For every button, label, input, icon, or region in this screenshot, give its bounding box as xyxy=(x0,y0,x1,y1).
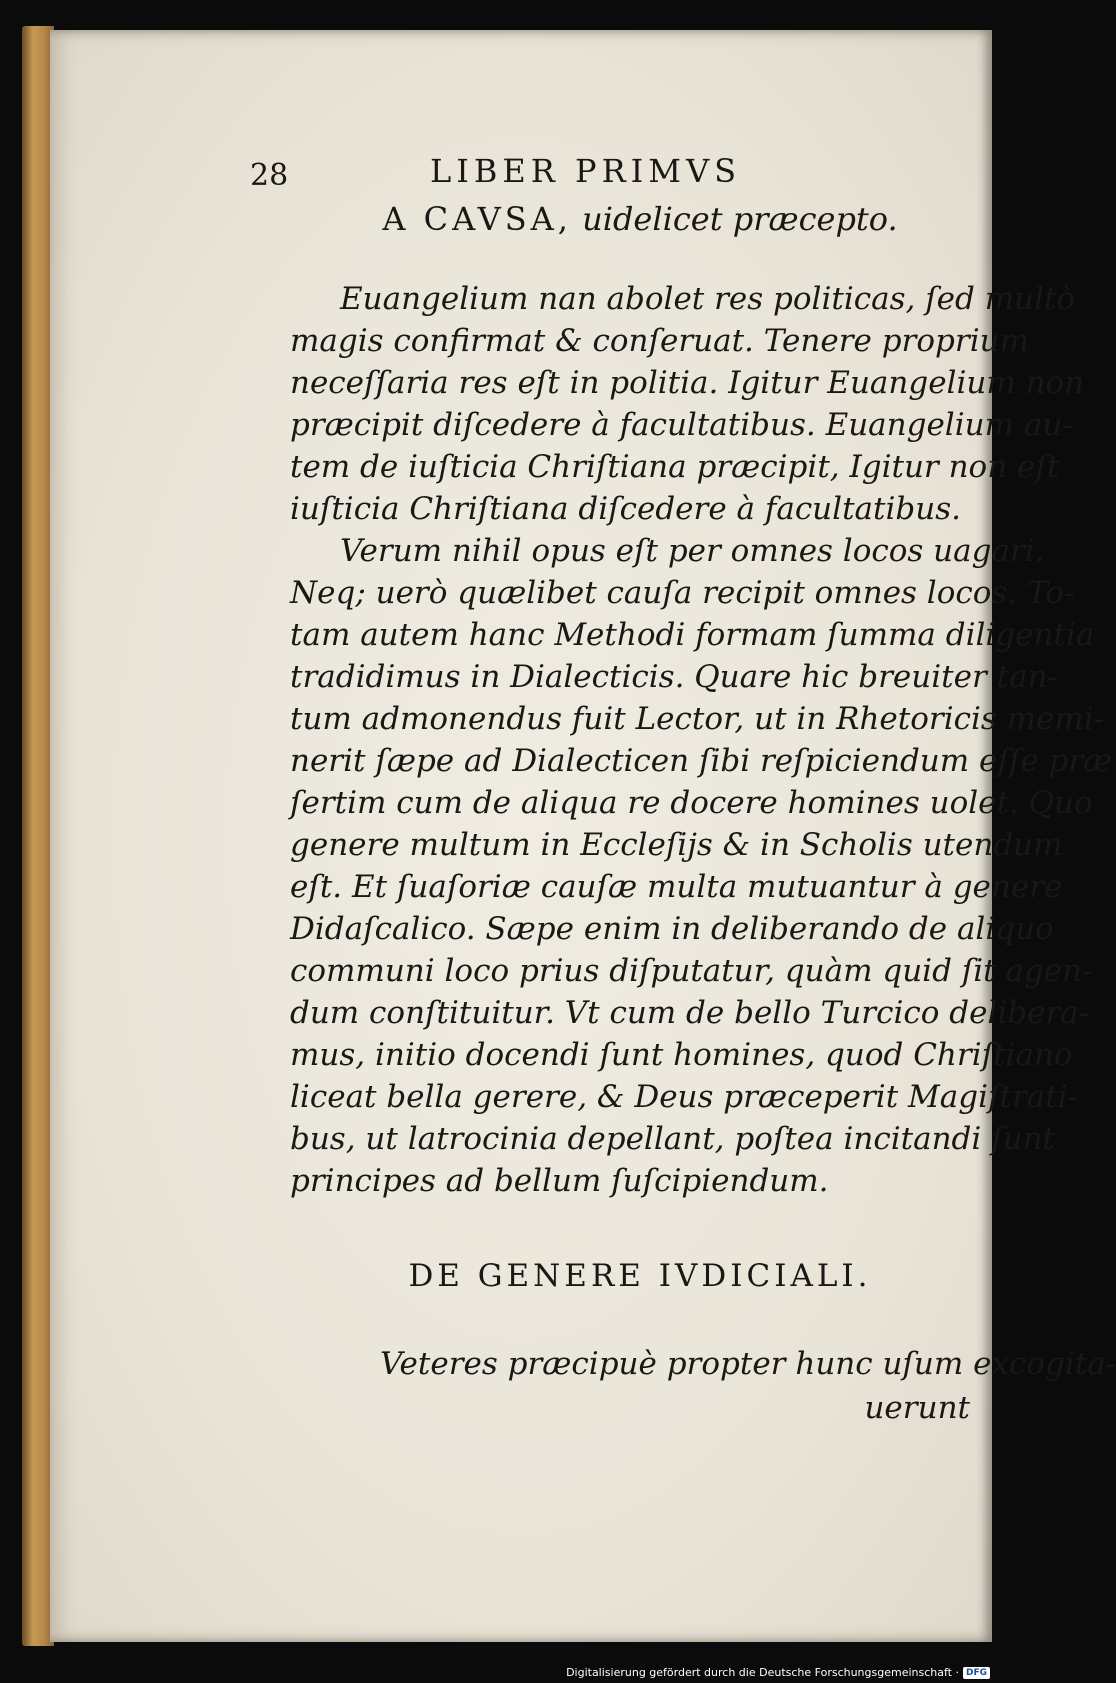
text-line: tam autem hanc Methodi formam ſumma diligentia xyxy=(290,617,1095,653)
text-line: tum admonendus fuit Lector, ut in Rhetoricis memi- xyxy=(290,701,1105,737)
text-line: tradidimus in Dialecticis. Quare hic breuiter tan- xyxy=(290,659,1058,695)
section-first-line: Veteres præcipuè propter hunc uſum excogita- xyxy=(380,1346,1116,1382)
text-line: eſt. Et ſuaſoriæ cauſæ multa mutuantur à genere xyxy=(290,869,1063,905)
digitization-credit xyxy=(566,1666,990,1679)
text-line: mus, initio docendi ſunt homines, quod Chriſtiano xyxy=(290,1037,1073,1073)
text-line: nerit ſæpe ad Dialecticen ſibi reſpiciendum eſſe præ xyxy=(290,743,1113,779)
subheading xyxy=(250,200,950,238)
text-line: neceſſaria res eſt in politia. Igitur Euangelium non xyxy=(290,365,1085,401)
text-line: magis confirmat & conſeruat. Tenere proprium xyxy=(290,323,1029,359)
catchword: uerunt xyxy=(864,1390,970,1426)
text-line: iuſticia Chriſtiana diſcedere à facultatibus. xyxy=(290,491,961,527)
page-number: 28 xyxy=(250,158,289,193)
paragraph-2 xyxy=(290,530,1113,1202)
subheading-caps: A CAVSA, xyxy=(382,200,572,238)
running-title: LIBER PRIMVS xyxy=(430,152,742,190)
text-line: liceat bella gerere, & Deus præceperit Magiſtrati- xyxy=(290,1079,1079,1115)
book-page xyxy=(50,30,1116,1642)
text-line: bus, ut latrocinia depellant, poſtea incitandi ſunt xyxy=(290,1121,1056,1157)
section-heading: DE GENERE IVDICIALI. xyxy=(408,1258,872,1294)
credit-text: Digitalisierung gefördert durch die Deutsche Forschungsgemeinschaft · xyxy=(566,1666,959,1679)
text-line: Didaſcalico. Sæpe enim in deliberando de aliquo xyxy=(290,911,1054,947)
paragraph-1 xyxy=(290,278,1085,530)
dfg-logo: DFG xyxy=(963,1667,990,1679)
page-text-block xyxy=(250,140,1116,1426)
running-head xyxy=(250,140,950,200)
text-line: genere multum in Eccleſijs & in Scholis utendum xyxy=(290,827,1063,863)
text-line: Neq; uerò quælibet cauſa recipit omnes locos. To- xyxy=(290,575,1075,611)
subheading-italic: uidelicet præcepto. xyxy=(582,200,898,238)
text-line: communi loco prius diſputatur, quàm quid ſit agen- xyxy=(290,953,1093,989)
text-line: Verum nihil opus eſt per omnes locos uagari. xyxy=(340,533,1045,569)
text-line: tem de iuſticia Chriſtiana præcipit, Igitur non eſt xyxy=(290,449,1060,485)
text-line: ſertim cum de aliqua re docere homines uolet. Quo xyxy=(290,785,1093,821)
text-line: dum conſtituitur. Vt cum de bello Turcico delibera- xyxy=(290,995,1090,1031)
text-line: Euangelium nan abolet res politicas, ſed multò xyxy=(340,281,1076,317)
text-line: principes ad bellum ſuſcipiendum. xyxy=(290,1163,829,1199)
text-line: præcipit diſcedere à facultatibus. Euangelium au- xyxy=(290,407,1073,443)
